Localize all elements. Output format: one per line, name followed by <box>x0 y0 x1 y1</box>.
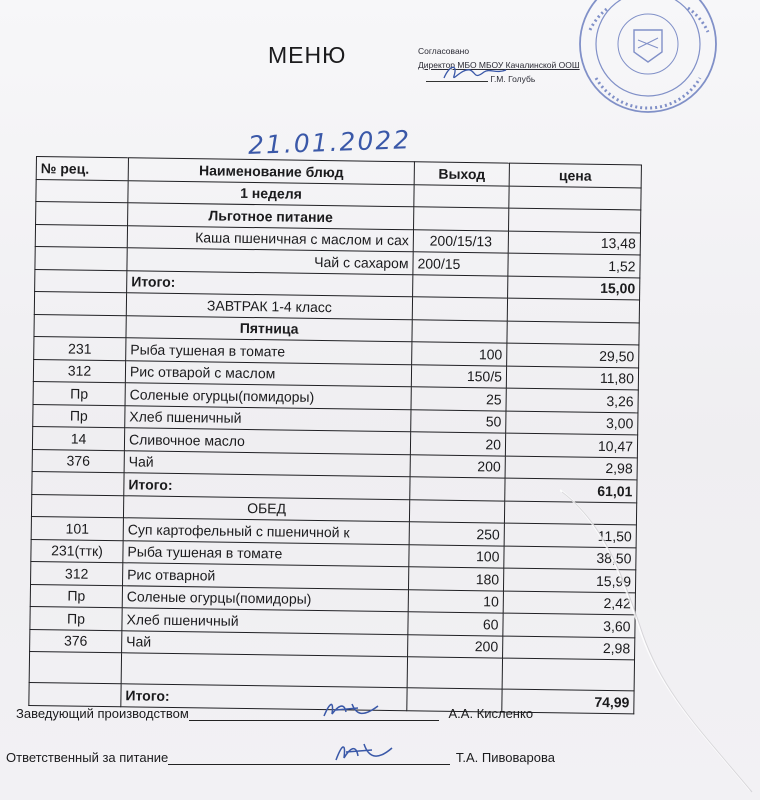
dish-output: 200 <box>410 454 505 478</box>
recipe-number: Пр <box>30 606 122 630</box>
day-label: Пятница <box>126 315 412 341</box>
dish-name: Рис отварой с маслом <box>125 360 411 386</box>
responsible-signature <box>330 736 400 768</box>
dish-output: 180 <box>408 567 503 591</box>
dish-price: 3,26 <box>506 388 638 412</box>
recipe-number: 14 <box>32 426 124 450</box>
dish-price: 11,80 <box>506 366 638 390</box>
recipe-number: 312 <box>33 359 125 383</box>
responsible-name: Т.А. Пивоварова <box>455 750 555 765</box>
dish-name: Хлеб пшеничный <box>122 608 408 634</box>
dish-output: 200/15 <box>413 252 508 276</box>
total-label: Итого: <box>124 473 410 499</box>
dish-name: Суп картофельный с пшеничной к <box>123 518 409 544</box>
manager-signature <box>318 696 388 724</box>
dish-output: 100 <box>409 544 504 568</box>
dish-name: Соленые огурцы(помидоры) <box>125 383 411 409</box>
recipe-number: Пр <box>33 381 125 405</box>
dish-price: 29,50 <box>507 343 639 367</box>
section-label: Льготное питание <box>128 203 414 229</box>
header-dish-name: Наименование блюд <box>128 158 414 184</box>
dish-name: Рыба тушеная в томате <box>126 338 412 364</box>
total-label: Итого: <box>121 684 407 710</box>
responsible-signature-line <box>168 764 450 765</box>
dish-name: Сливочное масло <box>124 428 410 454</box>
dish-name: Хлеб пшеничный <box>125 405 411 431</box>
dish-name: Каша пшеничная с маслом и сах <box>127 225 413 251</box>
dish-output: 25 <box>411 387 506 411</box>
approval-name: Г.М. Голубь <box>490 74 536 84</box>
week-label: 1 неделя <box>128 180 414 206</box>
responsible-label: Ответственный за питание <box>6 750 169 765</box>
responsible-signature-row <box>6 750 555 765</box>
section-label: ОБЕД <box>123 495 409 521</box>
paper-crease <box>560 430 760 800</box>
manager-signature-row <box>16 706 533 721</box>
dish-price: 10,47 <box>505 433 637 457</box>
dish-name: Чай с сахаром <box>127 248 413 274</box>
recipe-number: Пр <box>30 584 122 608</box>
manager-label: Заведующий производством <box>16 706 189 721</box>
recipe-number: 231(ттк) <box>31 539 123 563</box>
total-label: Итого: <box>127 270 413 296</box>
total-value: 61,01 <box>505 478 637 502</box>
section-label: ЗАВТРАК 1-4 класс <box>126 293 412 319</box>
dish-name: Рыба тушеная в томате <box>123 540 409 566</box>
dish-price: 38,50 <box>504 546 636 570</box>
official-stamp <box>568 0 728 118</box>
dish-price: 2,98 <box>505 456 637 480</box>
dish-price: 2,98 <box>503 636 635 660</box>
dish-name: Чай <box>124 450 410 476</box>
total-value: 15,00 <box>508 276 640 300</box>
dish-price: 13,48 <box>508 231 640 255</box>
approval-line-1: Согласовано <box>418 46 470 56</box>
dish-output: 200 <box>408 634 503 658</box>
dish-output: 200/15/13 <box>413 229 508 253</box>
dish-output: 20 <box>410 432 505 456</box>
handwritten-date: 21.01.2022 <box>247 125 412 160</box>
dish-output: 150/5 <box>411 364 506 388</box>
recipe-number: Пр <box>33 404 125 428</box>
dish-price: 11,50 <box>504 523 636 547</box>
dish-output: 60 <box>408 612 503 636</box>
approval-line-2: Директор МБО МБОУ Качалинской ООШ <box>418 60 580 70</box>
dish-name: Рис отварной <box>123 563 409 589</box>
dish-name: Чай <box>122 630 408 656</box>
dish-output: 100 <box>412 342 507 366</box>
recipe-number: 376 <box>30 629 122 653</box>
recipe-number: 101 <box>31 516 123 540</box>
header-output: Выход <box>414 162 509 186</box>
dish-price: 15,99 <box>503 568 635 592</box>
dish-price: 2,42 <box>503 591 635 615</box>
menu-title: МЕНЮ <box>268 42 347 68</box>
recipe-number: 376 <box>32 449 124 473</box>
header-price: цена <box>509 163 641 187</box>
dish-output: 50 <box>411 409 506 433</box>
dish-price: 3,60 <box>503 613 635 637</box>
total-value: 74,99 <box>502 689 634 713</box>
dish-output: 250 <box>409 522 504 546</box>
recipe-number: 312 <box>31 561 123 585</box>
recipe-number: 231 <box>34 336 126 360</box>
menu-table <box>28 156 642 714</box>
dish-price: 1,52 <box>508 253 640 277</box>
manager-name: А.А. Кисленко <box>448 706 534 721</box>
dish-price: 3,00 <box>506 411 638 435</box>
director-signature <box>440 60 510 84</box>
header-recipe: № рец. <box>36 157 128 181</box>
manager-signature-line <box>189 720 439 721</box>
dish-name: Соленые огурцы(помидоры) <box>122 585 408 611</box>
dish-output: 10 <box>408 589 503 613</box>
